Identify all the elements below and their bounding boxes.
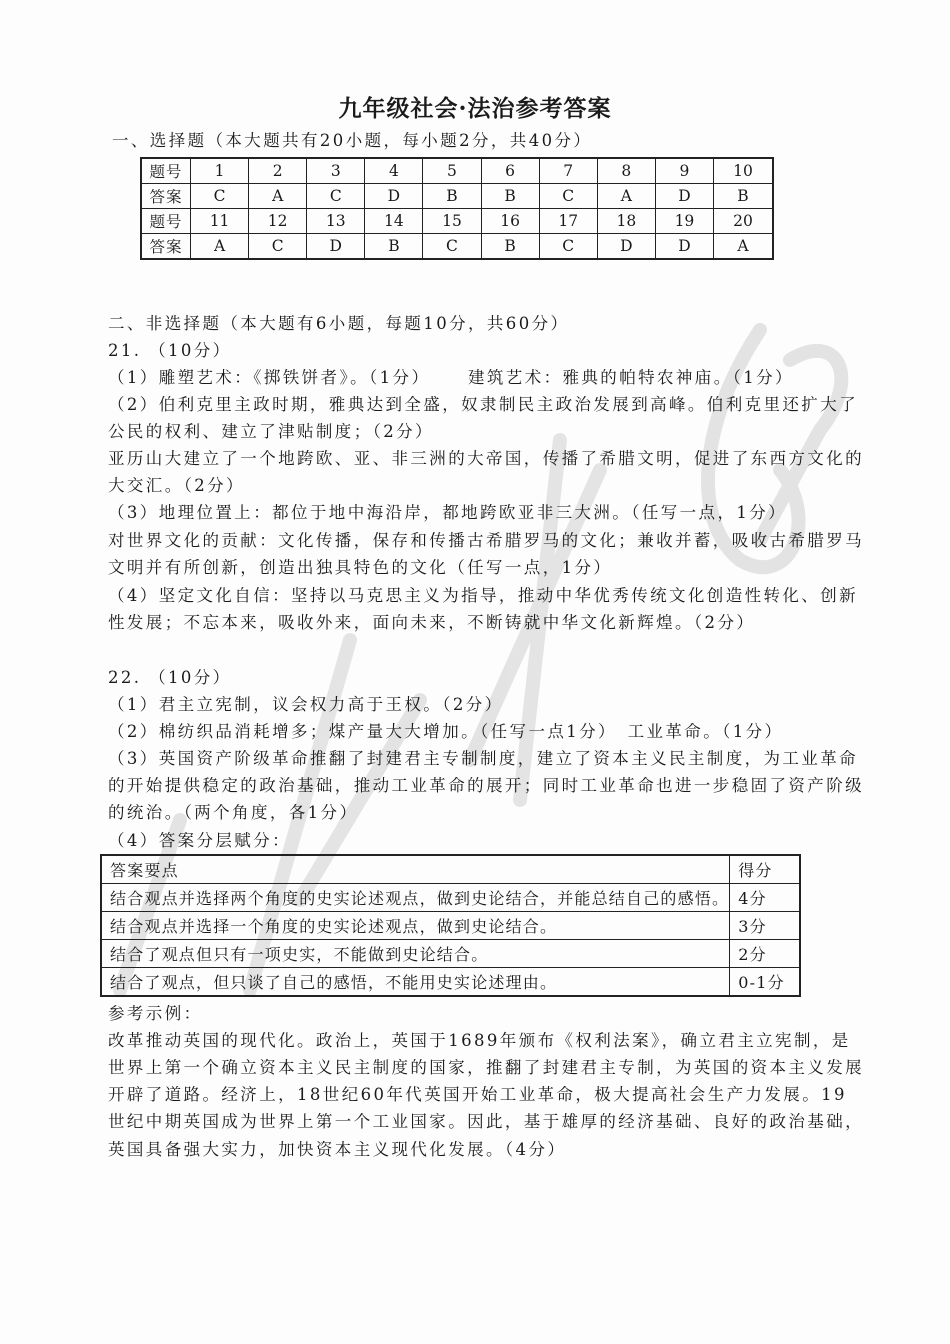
rubric-criterion: 结合观点并选择一个角度的史实论述观点，做到史论结合。 [101,912,730,940]
question-number-cell: 1 [191,158,249,184]
q22-line: 的统治。（两个角度，各1分） [108,803,359,822]
example-line: 改革推动英国的现代化。政治上，英国于1689年颁布《权利法案》，确立君主立宪制，是 [108,1031,851,1050]
question-number-cell: 3 [307,158,365,184]
table-row [101,912,800,940]
row-label: 答案 [141,184,191,209]
rubric-criterion: 结合观点并选择两个角度的史实论述观点，做到史论结合，并能总结自己的感悟。 [101,884,730,912]
table-header-row [101,855,800,884]
q21-line: 对世界文化的贡献：文化传播，保存和传播古希腊罗马的文化；兼收并蓄，吸收古希腊罗马 [108,531,864,550]
q21-line: （4）坚定文化自信：坚持以马克思主义为指导，推动中华优秀传统文化创造性转化、创新 [108,586,858,605]
question-number-cell: 2 [249,158,307,184]
answer-cell: C [423,234,481,260]
question-number-cell: 17 [539,209,597,234]
question-number-cell: 14 [365,209,423,234]
q22-line: 的开始提供稳定的政治基础，推动工业革命的展开；同时工业革命也进一步稳固了资产阶级 [108,776,864,795]
table-row [101,884,800,912]
question-number-cell: 15 [423,209,481,234]
answer-cell: D [365,184,423,209]
q21-line: （3）地理位置上：都位于地中海沿岸，都地跨欧亚非三大洲。（任写一点，1分） [108,503,788,522]
table-row [141,234,773,260]
question-number-cell: 10 [713,158,773,184]
q21-line: 文明并有所创新，创造出独具特色的文化（任写一点，1分） [108,558,613,577]
question-number-cell: 18 [597,209,655,234]
section1-heading: 一、选择题（本大题共有20小题，每小题2分，共40分） [112,131,593,150]
question-number-cell: 16 [481,209,539,234]
question-number-cell: 7 [539,158,597,184]
q21-line: 大交汇。（2分） [108,476,245,495]
example-label: 参考示例： [108,1004,203,1023]
answer-cell: C [191,184,249,209]
table-row [141,184,773,209]
answer-cell: C [539,184,597,209]
q21-line: 建筑艺术：雅典的帕特农神庙。（1分） [468,368,794,387]
question-number-cell: 9 [655,158,713,184]
question-number-cell: 4 [365,158,423,184]
answer-cell: D [655,234,713,260]
answer-cell: A [191,234,249,260]
question-number-cell: 13 [307,209,365,234]
page-title: 九年级社会·法治参考答案 [338,95,612,122]
section2-heading: 二、非选择题（本大题有6小题，每题10分，共60分） [108,314,570,333]
answer-cell: A [713,234,773,260]
q22-line: （2）棉纺织品消耗增多；煤产量大大增加。（任写一点1分） 工业革命。（1分） [108,722,784,741]
q21-line: （1）雕塑艺术：《掷铁饼者》。（1分） [108,368,431,387]
example-line: 英国具备强大实力，加快资本主义现代化发展。（4分） [108,1140,567,1159]
example-line: 世界上第一个确立资本主义民主制度的国家，推翻了封建君主专制，为英国的资本主义发展 [108,1058,864,1077]
answer-cell: C [307,184,365,209]
answer-cell: B [481,184,539,209]
answer-cell: D [307,234,365,260]
question-number-cell: 12 [249,209,307,234]
q22-line: （3）英国资产阶级革命推翻了封建君主专制制度，建立了资本主义民主制度，为工业革命 [108,749,858,768]
rubric-score: 4分 [730,884,800,912]
answer-cell: B [481,234,539,260]
q22-line: （4）答案分层赋分： [108,831,291,850]
scoring-rubric-table [100,854,801,997]
answer-cell: D [655,184,713,209]
rubric-score: 3分 [730,912,800,940]
q21-line: 亚历山大建立了一个地跨欧、亚、非三洲的大帝国，传播了希腊文明，促进了东西方文化的 [108,449,864,468]
question-number-cell: 20 [713,209,773,234]
q21-label: 21. （10分） [108,341,232,360]
row-label: 题号 [141,209,191,234]
answer-cell: A [249,184,307,209]
rubric-criterion: 结合了观点但只有一项史实，不能做到史论结合。 [101,940,730,968]
rubric-score: 2分 [730,940,800,968]
row-label: 题号 [141,158,191,184]
header-cell: 答案要点 [101,855,730,884]
question-number-cell: 19 [655,209,713,234]
answer-cell: B [423,184,481,209]
header-cell: 得分 [730,855,800,884]
answer-cell: B [365,234,423,260]
rubric-score: 0-1分 [730,968,800,997]
example-line: 世纪中期英国成为世界上第一个工业国家。因此，基于雄厚的经济基础、良好的政治基础， [108,1112,864,1131]
q21-line: （2）伯利克里主政时期，雅典达到全盛，奴隶制民主政治发展到高峰。伯利克里还扩大了 [108,395,858,414]
answer-cell: C [249,234,307,260]
q21-line: 性发展；不忘本来，吸收外来，面向未来，不断铸就中华文化新辉煌。（2分） [108,613,756,632]
answer-cell: C [539,234,597,260]
question-number-cell: 11 [191,209,249,234]
table-row [101,968,800,997]
answer-cell: B [713,184,773,209]
rubric-criterion: 结合了观点，但只谈了自己的感悟，不能用史实论述理由。 [101,968,730,997]
multiple-choice-answer-table [140,157,774,260]
question-number-cell: 5 [423,158,481,184]
question-number-cell: 6 [481,158,539,184]
answer-cell: A [597,184,655,209]
table-row [141,158,773,184]
table-row [101,940,800,968]
row-label: 答案 [141,234,191,260]
table-row [141,209,773,234]
question-number-cell: 8 [597,158,655,184]
q22-line: （1）君主立宪制，议会权力高于王权。（2分） [108,695,504,714]
q22-label: 22. （10分） [108,668,232,687]
q21-line: 公民的权利、建立了津贴制度；（2分） [108,422,434,441]
example-line: 开辟了道路。经济上，18世纪60年代英国开始工业革命，极大提高社会生产力发展。19 [108,1085,847,1104]
answer-cell: D [597,234,655,260]
